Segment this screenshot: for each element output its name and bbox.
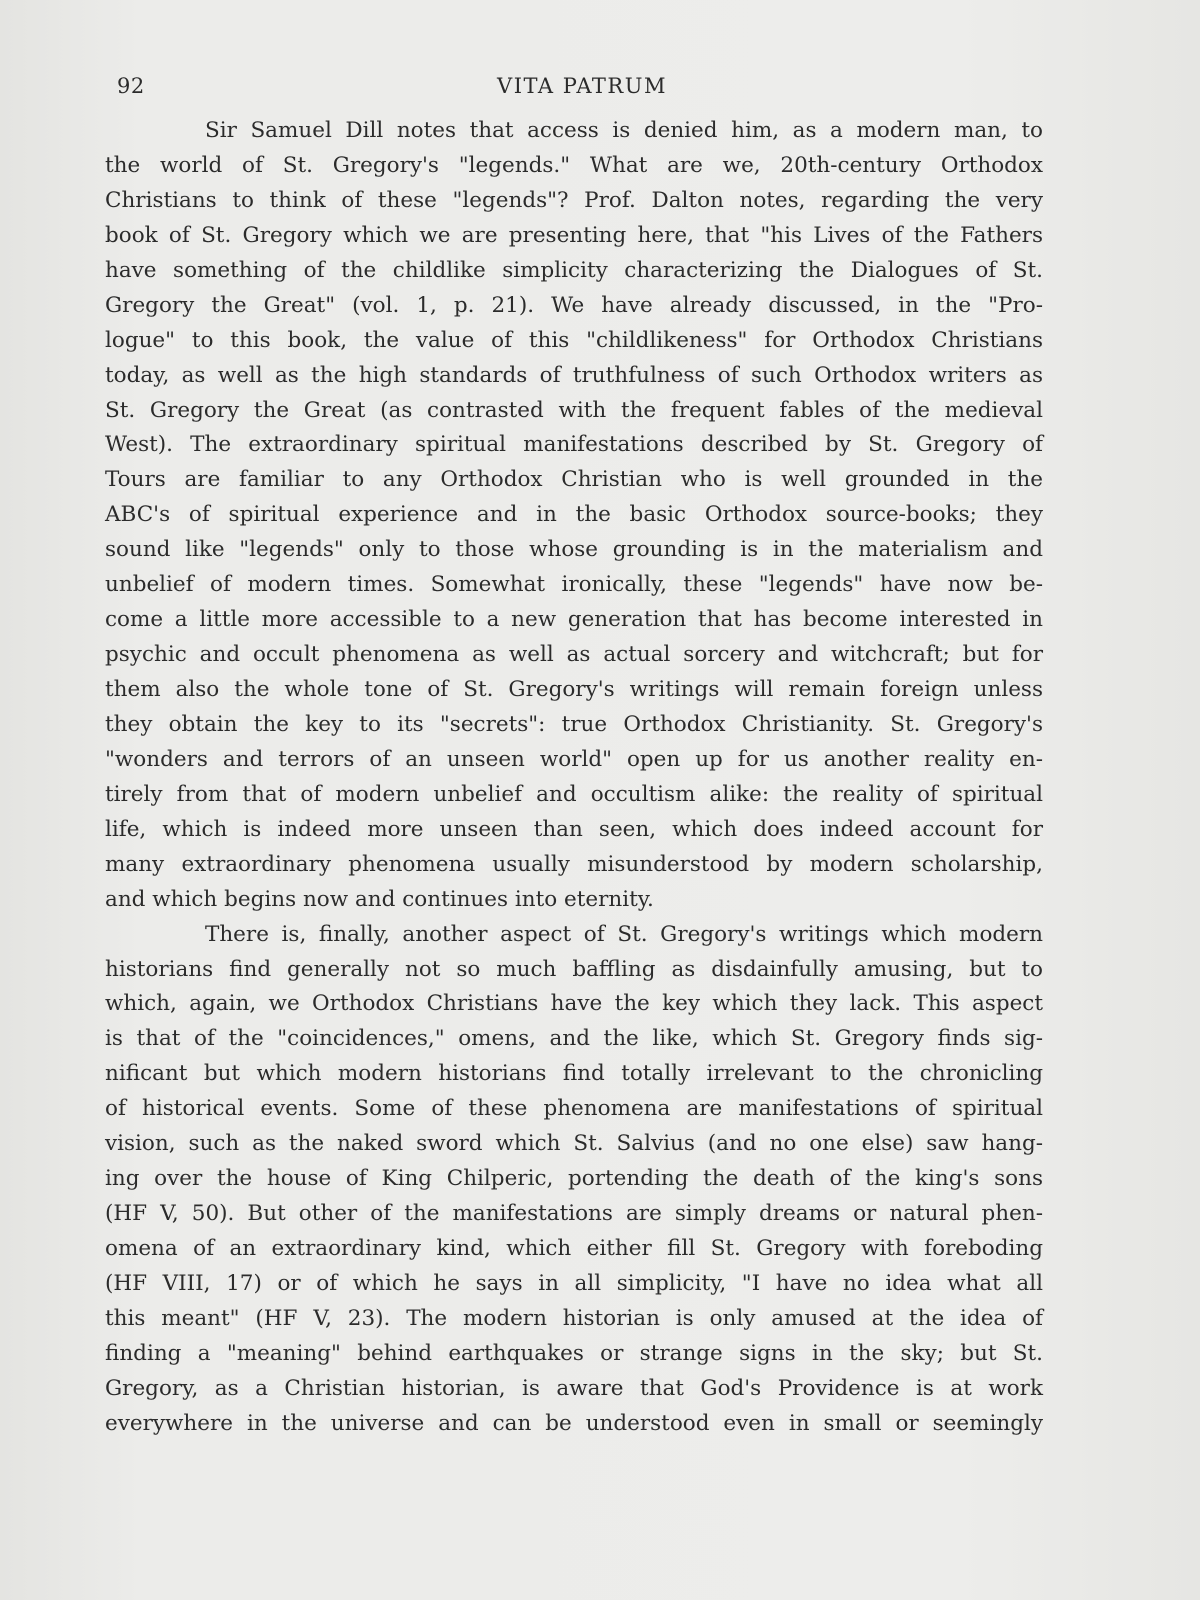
text-line: St. Gregory the Great (as contrasted with the frequent fables of the medieval <box>105 397 1043 423</box>
text-line: is that of the "coincidences," omens, and the like, which St. Gregory finds sig- <box>105 1026 1043 1052</box>
text-line: them also the whole tone of St. Gregory's writings will remain foreign unless <box>105 677 1043 702</box>
text-line: ing over the house of King Chilperic, portending the death of the king's sons <box>105 1166 1043 1192</box>
text-line: they obtain the key to its "secrets": true Orthodox Christianity. St. Gregory's <box>105 711 1043 737</box>
text-line: nificant but which modern historians find totally irrelevant to the chronicling <box>105 1061 1043 1087</box>
text-line: come a little more accessible to a new generation that has become interested in <box>105 607 1043 633</box>
body-text <box>105 114 1043 1442</box>
text-line: the world of St. Gregory's "legends." What are we, 20th-century Orthodox <box>105 152 1043 178</box>
text-line: sound like "legends" only to those whose grounding is in the materialism and <box>105 537 1043 563</box>
text-line: Christians to think of these "legends"? Prof. Dalton notes, regarding the very <box>105 187 1043 213</box>
page-number: 92 <box>117 74 145 98</box>
paragraph <box>105 114 1043 918</box>
text-line: and which begins now and continues into eternity. <box>105 886 654 912</box>
text-line: this meant" (HF V, 23). The modern historian is only amused at the idea of <box>105 1305 1043 1331</box>
text-line: of historical events. Some of these phenomena are manifestations of spiritual <box>105 1096 1043 1122</box>
text-line: logue" to this book, the value of this "childlikeness" for Orthodox Christians <box>105 327 1043 353</box>
text-line: Sir Samuel Dill notes that access is denied him, as a modern man, to <box>205 118 1043 143</box>
text-line: today, as well as the high standards of truthfulness of such Orthodox writers as <box>105 362 1043 388</box>
text-line: There is, finally, another aspect of St. Gregory's writings which modern <box>205 921 1043 947</box>
text-line: Gregory, as a Christian historian, is aware that God's Providence is at work <box>105 1375 1043 1401</box>
text-line: have something of the childlike simplicity characterizing the Dialogues of St. <box>105 257 1043 283</box>
text-line: vision, such as the naked sword which St. Salvius (and no one else) saw hang- <box>105 1131 1043 1157</box>
running-head: VITA PATRUM <box>497 74 667 98</box>
text-line: ABC's of spiritual experience and in the basic Orthodox source-books; they <box>105 502 1043 528</box>
text-line: tirely from that of modern unbelief and occultism alike: the reality of spiritual <box>105 781 1043 807</box>
text-line: everywhere in the universe and can be understood even in small or seemingly <box>105 1410 1043 1436</box>
text-line: Gregory the Great" (vol. 1, p. 21). We have already discussed, in the "Pro- <box>105 292 1043 318</box>
text-line: finding a "meaning" behind earthquakes or strange signs in the sky; but St. <box>105 1340 1043 1366</box>
text-line: which, again, we Orthodox Christians have the key which they lack. This aspect <box>105 991 1043 1017</box>
text-line: omena of an extraordinary kind, which either fill St. Gregory with foreboding <box>105 1236 1043 1261</box>
text-line: psychic and occult phenomena as well as actual sorcery and witchcraft; but for <box>105 642 1043 668</box>
text-line: historians find generally not so much baffling as disdainfully amusing, but to <box>105 956 1043 982</box>
text-line: Tours are familiar to any Orthodox Christian who is well grounded in the <box>105 467 1043 493</box>
page-header <box>117 74 1047 104</box>
text-line: life, which is indeed more unseen than seen, which does indeed account for <box>105 816 1043 842</box>
text-line: West). The extraordinary spiritual manifestations described by St. Gregory of <box>105 432 1043 458</box>
text-line: (HF VIII, 17) or of which he says in all simplicity, "I have no idea what all <box>105 1270 1043 1296</box>
text-line: many extraordinary phenomena usually misunderstood by modern scholarship, <box>105 851 1043 877</box>
paragraph <box>105 918 1043 1442</box>
text-line: book of St. Gregory which we are presenting here, that "his Lives of the Fathers <box>105 222 1043 248</box>
text-line: (HF V, 50). But other of the manifestations are simply dreams or natural phen- <box>105 1201 1043 1227</box>
text-line: unbelief of modern times. Somewhat ironically, these "legends" have now be- <box>105 572 1043 598</box>
text-line: "wonders and terrors of an unseen world" open up for us another reality en- <box>105 746 1043 772</box>
